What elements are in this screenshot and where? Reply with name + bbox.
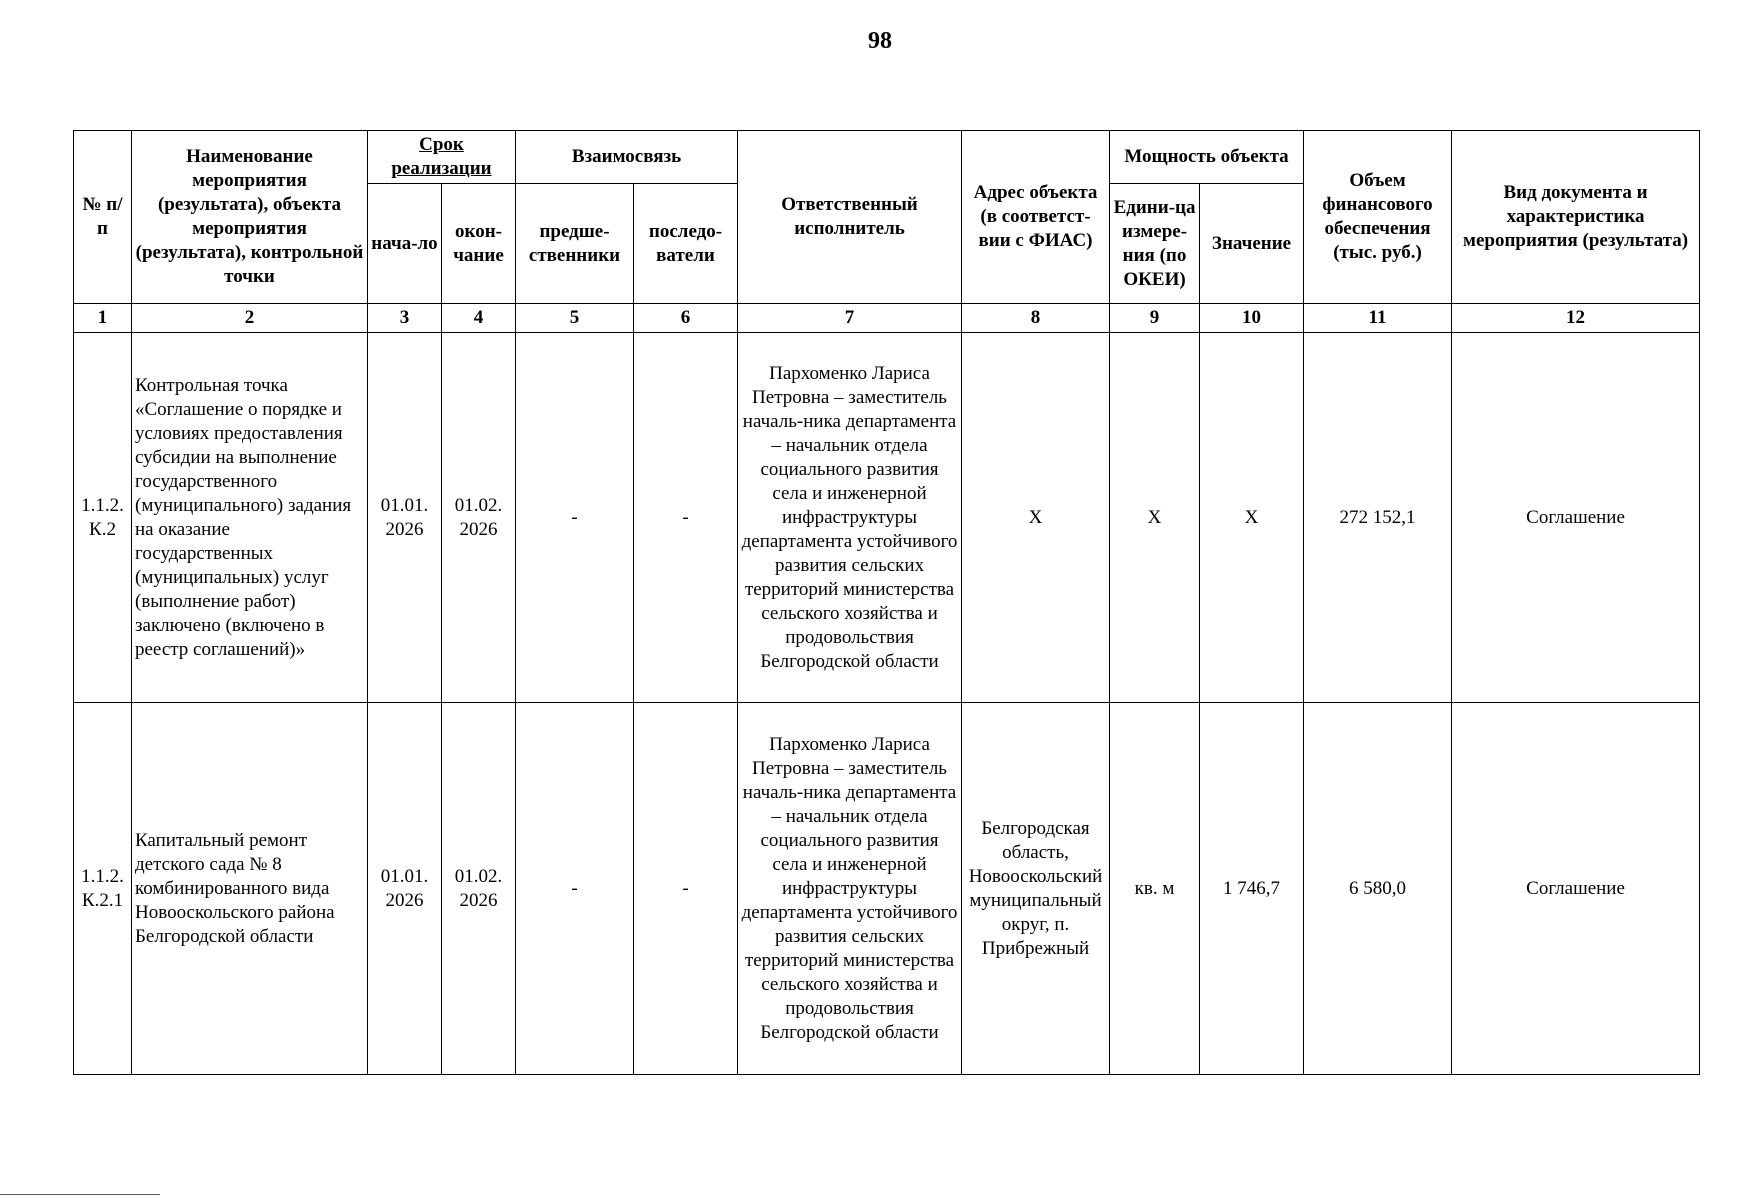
row-start: 01.01. 2026 — [368, 333, 442, 703]
row-end: 01.02. 2026 — [442, 703, 516, 1075]
header-finance: Объем финансового обеспечения (тыс. руб.) — [1304, 131, 1452, 304]
row-successors: - — [634, 703, 738, 1075]
header-executor: Ответственный исполнитель — [738, 131, 962, 304]
row-finance: 6 580,0 — [1304, 703, 1452, 1075]
column-number: 7 — [738, 304, 962, 333]
header-end: окон-чание — [442, 184, 516, 304]
column-number: 2 — [132, 304, 368, 333]
header-num: № п/п — [74, 131, 132, 304]
table-row — [74, 333, 1700, 703]
row-unit: кв. м — [1110, 703, 1200, 1075]
header-capacity: Мощность объекта — [1110, 131, 1304, 184]
row-doc-type: Соглашение — [1452, 703, 1700, 1075]
header-successors: последо-ватели — [634, 184, 738, 304]
column-number: 1 — [74, 304, 132, 333]
row-name: Капитальный ремонт детского сада № 8 комбинированного вида Новооскольского района Белгородской области — [132, 703, 368, 1075]
header-value: Значение — [1200, 184, 1304, 304]
row-address: Х — [962, 333, 1110, 703]
column-number: 4 — [442, 304, 516, 333]
events-table — [73, 130, 1700, 1075]
table-row — [74, 703, 1700, 1075]
row-finance: 272 152,1 — [1304, 333, 1452, 703]
column-number: 9 — [1110, 304, 1200, 333]
row-num: 1.1.2. К.2 — [74, 333, 132, 703]
header-address: Адрес объекта (в соответст-вии с ФИАС) — [962, 131, 1110, 304]
row-value: Х — [1200, 333, 1304, 703]
row-value: 1 746,7 — [1200, 703, 1304, 1075]
column-number: 12 — [1452, 304, 1700, 333]
header-relation: Взаимосвязь — [516, 131, 738, 184]
row-start: 01.01. 2026 — [368, 703, 442, 1075]
header-predecessors: предше-ственники — [516, 184, 634, 304]
row-executor: Пархоменко Лариса Петровна – заместитель началь-ника департамента – начальник отдела социального развития села и инженерной инфраструктуры департамента устойчивого развития сельских территорий министерства сельского хозяйства и продовольствия Белгородской области — [738, 333, 962, 703]
header-unit: Едини-ца измере-ния (по ОКЕИ) — [1110, 184, 1200, 304]
header-name: Наименование мероприятия (результата), объекта мероприятия (результата), контрольной точки — [132, 131, 368, 304]
column-number: 11 — [1304, 304, 1452, 333]
header-doc-type: Вид документа и характеристика мероприятия (результата) — [1452, 131, 1700, 304]
column-number: 6 — [634, 304, 738, 333]
page-number: 98 — [868, 28, 892, 54]
row-executor: Пархоменко Лариса Петровна – заместитель началь-ника департамента – начальник отдела социального развития села и инженерной инфраструктуры департамента устойчивого развития сельских территорий министерства сельского хозяйства и продовольствия Белгородской области — [738, 703, 962, 1075]
column-number: 3 — [368, 304, 442, 333]
row-predecessors: - — [516, 703, 634, 1075]
header-period: Срок реализации — [368, 131, 516, 184]
column-number: 5 — [516, 304, 634, 333]
row-num: 1.1.2. К.2.1 — [74, 703, 132, 1075]
row-name: Контрольная точка «Соглашение о порядке и условиях предоставления субсидии на выполнение государственного (муниципального) задания на оказание государственных (муниципальных) услуг (выполнение работ) заключено (включено в реестр соглашений)» — [132, 333, 368, 703]
footer-rule — [0, 1194, 160, 1195]
row-doc-type: Соглашение — [1452, 333, 1700, 703]
row-successors: - — [634, 333, 738, 703]
row-address: Белгородская область, Новооскольский муниципальный округ, п. Прибрежный — [962, 703, 1110, 1075]
header-start: нача-ло — [368, 184, 442, 304]
row-end: 01.02. 2026 — [442, 333, 516, 703]
column-number: 8 — [962, 304, 1110, 333]
column-number: 10 — [1200, 304, 1304, 333]
row-predecessors: - — [516, 333, 634, 703]
row-unit: Х — [1110, 333, 1200, 703]
